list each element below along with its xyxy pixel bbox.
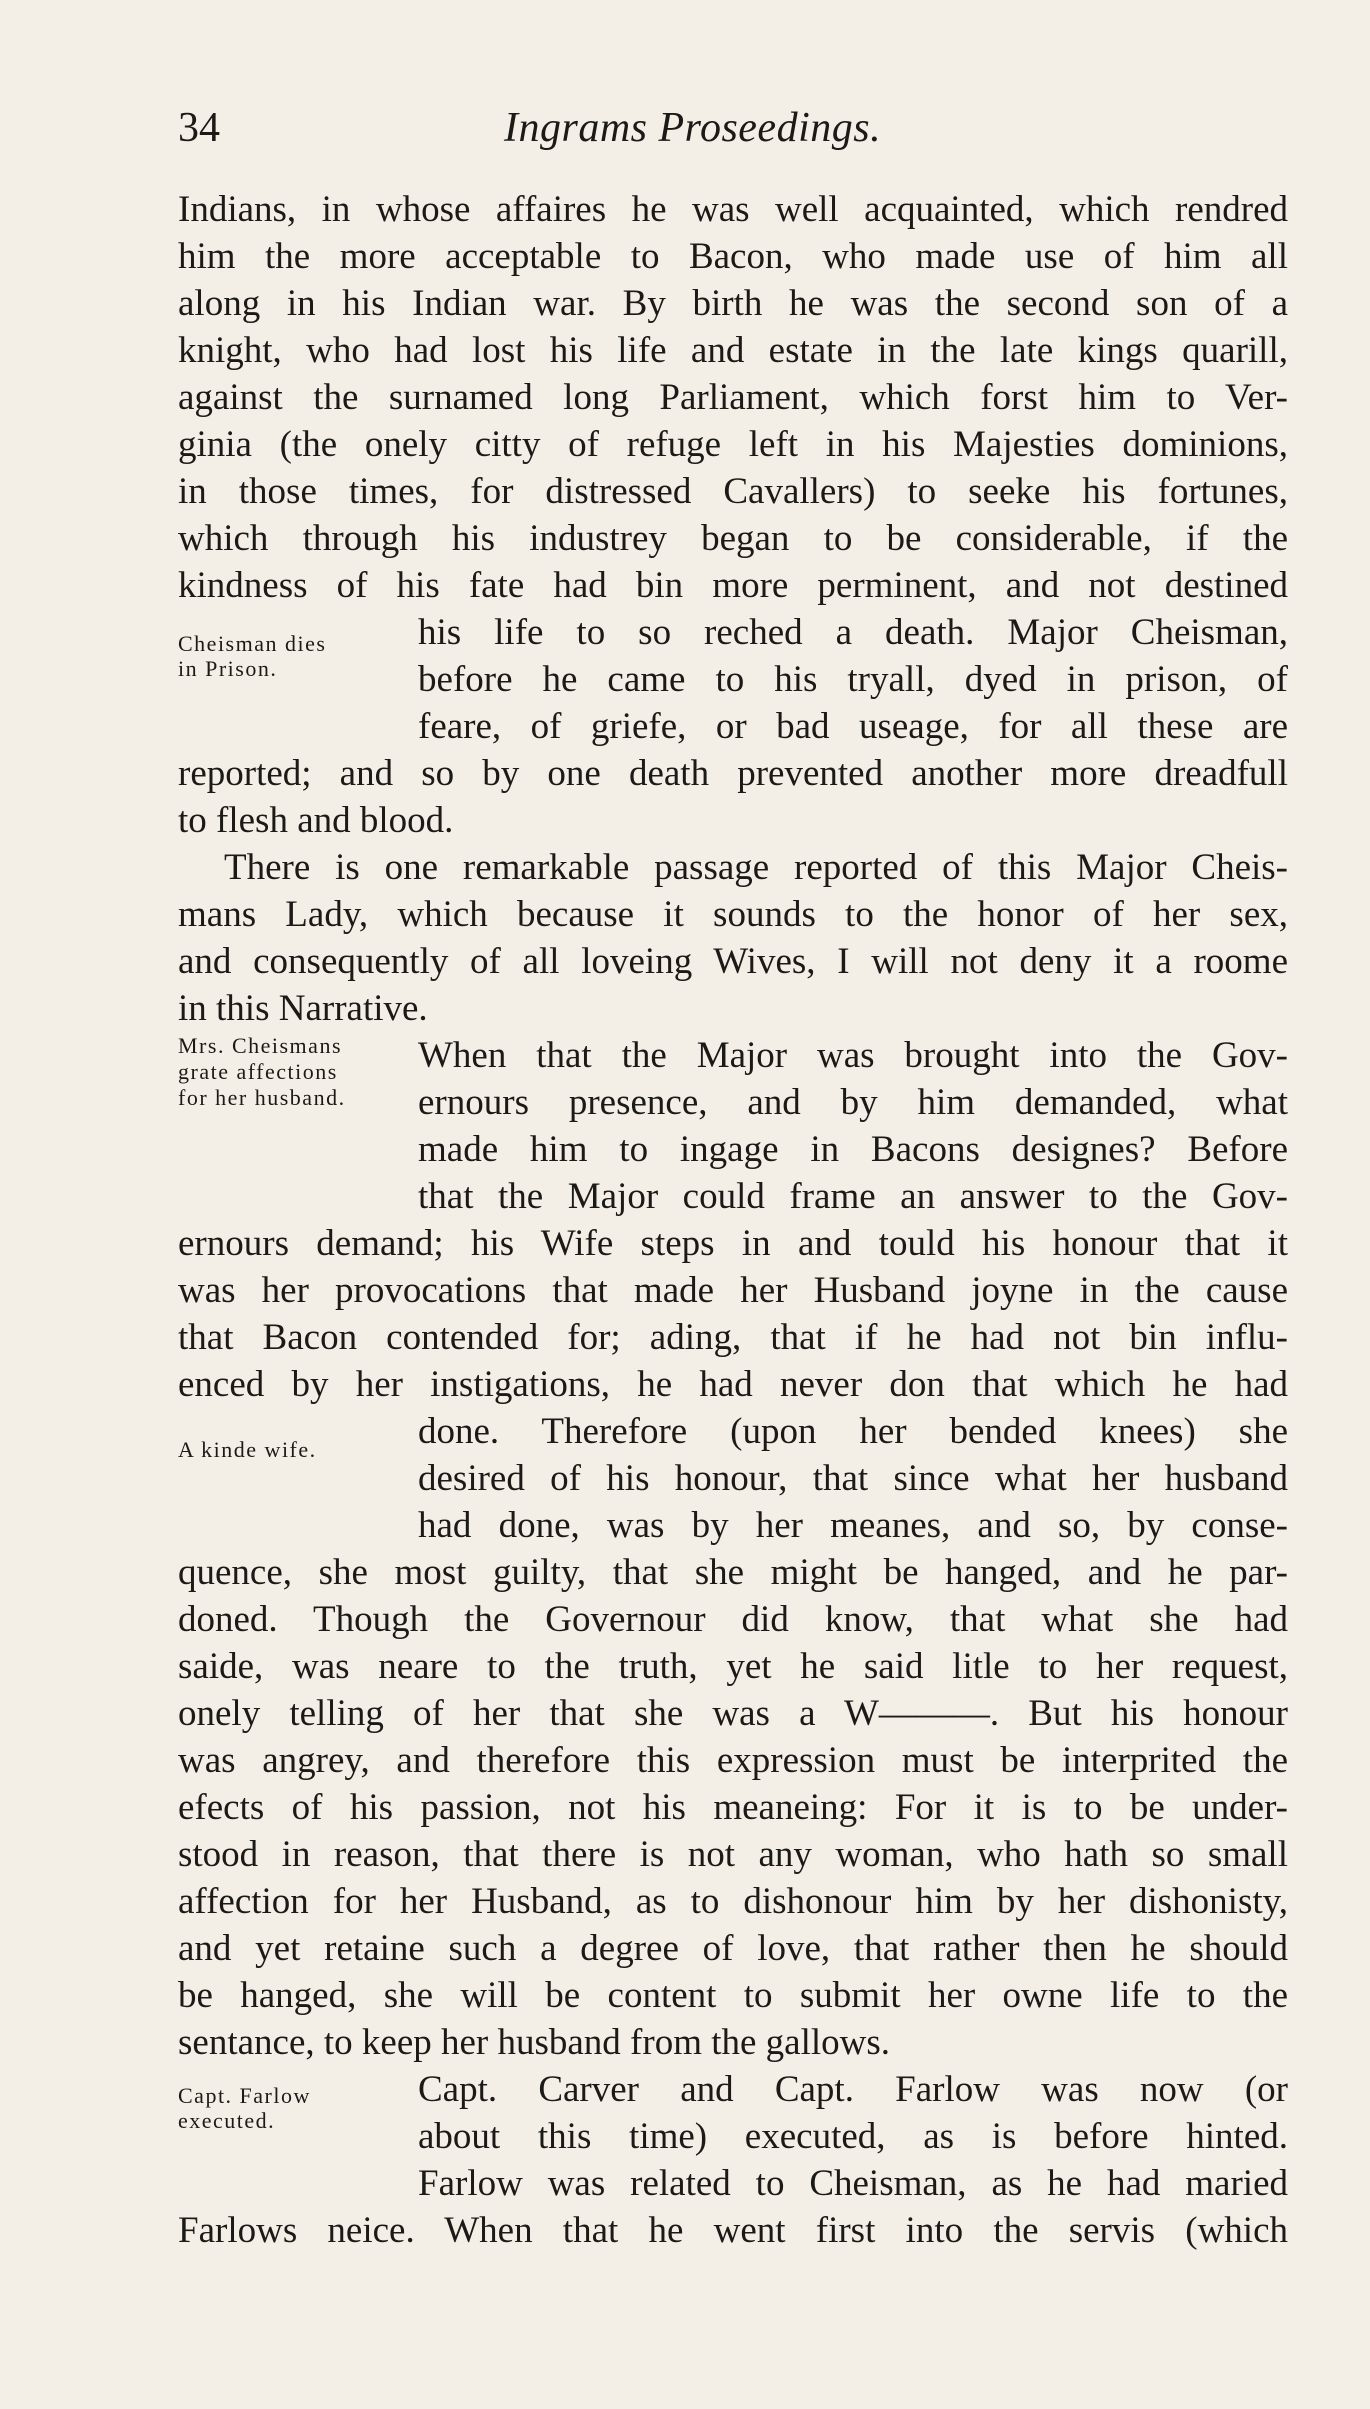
margin-note: Cheisman dies	[178, 631, 327, 656]
page-header	[178, 104, 1308, 164]
text-line: Farlow was related to Cheisman, as he had maried	[418, 2163, 1288, 2204]
text-line: his life to so reched a death. Major Cheisman,	[418, 612, 1288, 653]
text-line: Capt. Carver and Capt. Farlow was now (or	[418, 2069, 1288, 2110]
text-line: that the Major could frame an answer to the Gov-	[418, 1176, 1288, 1217]
text-line: made him to ingage in Bacons designes? Before	[418, 1129, 1288, 1170]
text-line: in those times, for distressed Cavallers) to seeke his fortunes,	[178, 471, 1288, 512]
text-line: There is one remarkable passage reported of this Major Cheis-	[224, 847, 1288, 888]
text-line: doned. Though the Governour did know, that what she had	[178, 1599, 1288, 1640]
text-line: ernours presence, and by him demanded, what	[418, 1082, 1288, 1123]
text-line: and yet retaine such a degree of love, that rather then he should	[178, 1928, 1288, 1969]
text-line: and consequently of all loveing Wives, I will not deny it a roome	[178, 941, 1288, 982]
margin-note: grate affections	[178, 1059, 338, 1084]
margin-note: Capt. Farlow	[178, 2083, 311, 2108]
text-line: efects of his passion, not his meaneing: For it is to be under-	[178, 1787, 1288, 1828]
text-line: along in his Indian war. By birth he was the second son of a	[178, 283, 1288, 324]
text-line: before he came to his tryall, dyed in prison, of	[418, 659, 1288, 700]
text-line: enced by her instigations, he had never don that which he had	[178, 1364, 1288, 1405]
text-line: had done, was by her meanes, and so, by conse-	[418, 1505, 1288, 1546]
text-line: desired of his honour, that since what her husband	[418, 1458, 1288, 1499]
text-line: be hanged, she will be content to submit her owne life to the	[178, 1975, 1288, 2016]
text-line: to flesh and blood.	[178, 800, 454, 841]
text-line: Farlows neice. When that he went first into the servis (which	[178, 2210, 1288, 2251]
running-title: Ingrams Proseedings.	[504, 105, 882, 151]
margin-note: Mrs. Cheismans	[178, 1033, 342, 1058]
text-line: ginia (the onely citty of refuge left in his Majesties dominions,	[178, 424, 1288, 465]
text-line: Indians, in whose affaires he was well acquainted, which rendred	[178, 189, 1288, 230]
margin-note: A kinde wife.	[178, 1437, 317, 1462]
text-line: against the surnamed long Parliament, which forst him to Ver-	[178, 377, 1288, 418]
text-line: quence, she most guilty, that she might be hanged, and he par-	[178, 1552, 1288, 1593]
text-line: done. Therefore (upon her bended knees) she	[418, 1411, 1288, 1452]
text-line: about this time) executed, as is before hinted.	[418, 2116, 1288, 2157]
text-line: affection for her Husband, as to dishonour him by her dishonisty,	[178, 1881, 1288, 1922]
text-line: onely telling of her that she was a W———. But his honour	[178, 1693, 1288, 1734]
text-line: ernours demand; his Wife steps in and tould his honour that it	[178, 1223, 1288, 1264]
text-line: that Bacon contended for; ading, that if he had not bin influ-	[178, 1317, 1288, 1358]
text-line: kindness of his fate had bin more perminent, and not destined	[178, 565, 1288, 606]
text-line: mans Lady, which because it sounds to the honor of her sex,	[178, 894, 1288, 935]
text-line: feare, of griefe, or bad useage, for all these are	[418, 706, 1288, 747]
text-line: reported; and so by one death prevented another more dreadfull	[178, 753, 1288, 794]
text-line: stood in reason, that there is not any woman, who hath so small	[178, 1834, 1288, 1875]
text-line: When that the Major was brought into the Gov-	[418, 1035, 1288, 1076]
text-line: him the more acceptable to Bacon, who made use of him all	[178, 236, 1288, 277]
text-line: was her provocations that made her Husband joyne in the cause	[178, 1270, 1288, 1311]
text-line: which through his industrey began to be considerable, if the	[178, 518, 1288, 559]
text-line: knight, who had lost his life and estate in the late kings quarill,	[178, 330, 1288, 371]
page-number: 34	[178, 105, 220, 151]
margin-note: for her husband.	[178, 1085, 346, 1110]
margin-note: in Prison.	[178, 656, 278, 681]
margin-note: executed.	[178, 2108, 276, 2133]
text-line: sentance, to keep her husband from the gallows.	[178, 2022, 891, 2063]
text-line: saide, was neare to the truth, yet he said litle to her request,	[178, 1646, 1288, 1687]
text-line: was angrey, and therefore this expression must be interprited the	[178, 1740, 1288, 1781]
text-line: in this Narrative.	[178, 988, 428, 1029]
